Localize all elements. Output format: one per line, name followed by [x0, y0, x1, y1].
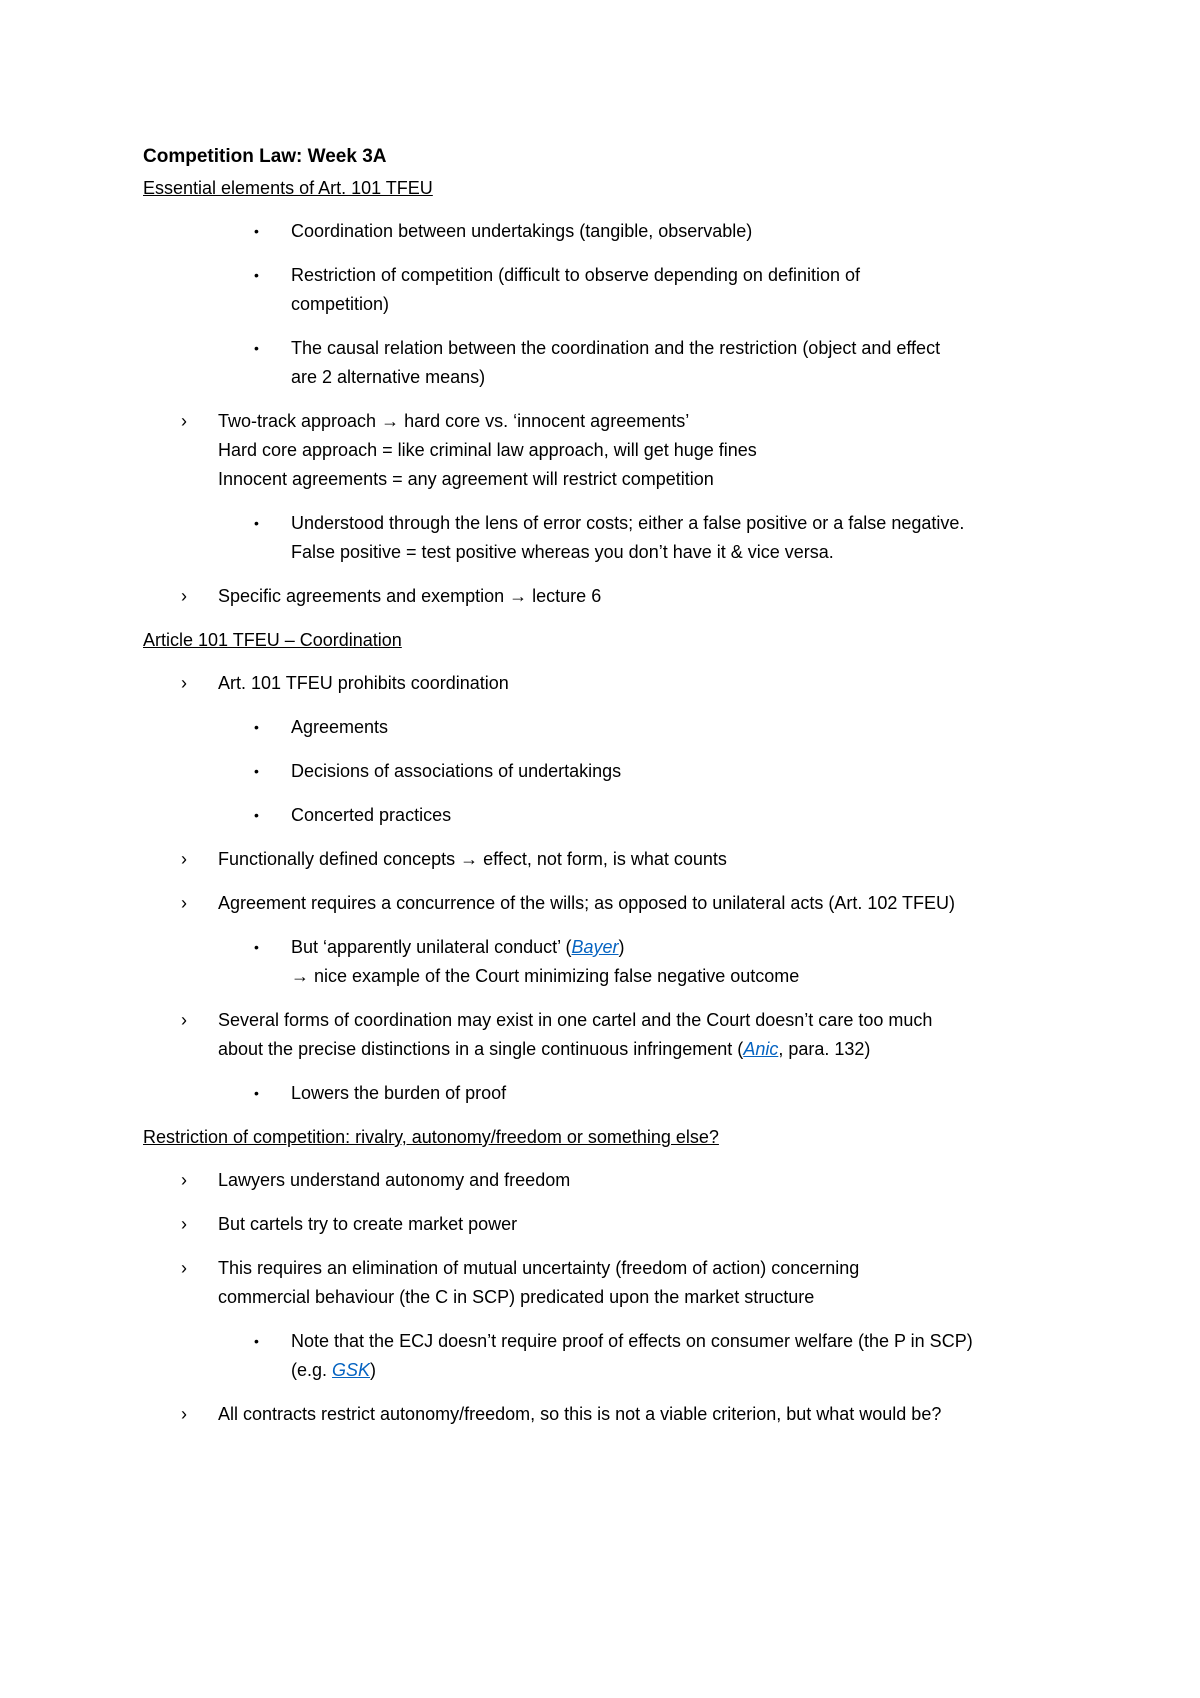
- arrow-marker: ›: [181, 586, 187, 606]
- section-heading-coordination: Article 101 TFEU – Coordination: [143, 630, 402, 650]
- bullet-item: • Agreements: [143, 713, 1083, 742]
- arrow-item: › Art. 101 TFEU prohibits coordination: [143, 669, 1083, 698]
- bullet-marker: •: [254, 1333, 259, 1349]
- bullet-marker: •: [254, 223, 259, 239]
- bullet-item: • Note that the ECJ doesn’t require proof of effects on consumer welfare (the P in SCP) (e.g. GSK): [143, 1327, 1083, 1385]
- bullet-item: • But ‘apparently unilateral conduct’ (Bayer) → nice example of the Court minimizing false negative outcome: [143, 933, 1083, 991]
- section-heading-essential-elements: Essential elements of Art. 101 TFEU: [143, 178, 433, 198]
- bullet-marker: •: [254, 719, 259, 735]
- bullet-item: • Decisions of associations of undertakings: [143, 757, 1083, 786]
- arrow-item: › Specific agreements and exemption → lecture 6: [143, 582, 1083, 611]
- arrow-marker: ›: [181, 1258, 187, 1278]
- arrow-item: › This requires an elimination of mutual uncertainty (freedom of action) concerning commercial behaviour (the C in SCP) predicated upon the market structure: [143, 1254, 1083, 1312]
- bullet-marker: •: [254, 267, 259, 283]
- arrow-item: › But cartels try to create market power: [143, 1210, 1083, 1239]
- arrow-marker: ›: [181, 893, 187, 913]
- bullet-item: • The causal relation between the coordination and the restriction (object and effect are 2 alternative means): [143, 334, 1083, 392]
- bullet-marker: •: [254, 763, 259, 779]
- arrow-marker: ›: [181, 1170, 187, 1190]
- document-title: Competition Law: Week 3A: [143, 146, 387, 167]
- bullet-marker: •: [254, 515, 259, 531]
- document-page: [143, 142, 1083, 1444]
- arrow-marker: ›: [181, 849, 187, 869]
- bullet-marker: •: [254, 939, 259, 955]
- bullet-item: • Understood through the lens of error costs; either a false positive or a false negative. False positive = test positive whereas you don’t have it & vice versa.: [143, 509, 1083, 567]
- arrow-item: › Several forms of coordination may exist in one cartel and the Court doesn’t care too much about the precise distinctions in a single continuous infringement (Anic, para. 132): [143, 1006, 1083, 1064]
- arrow-marker: ›: [181, 1214, 187, 1234]
- arrow-item: › Functionally defined concepts → effect, not form, is what counts: [143, 845, 1083, 874]
- arrow-item: › Agreement requires a concurrence of the wills; as opposed to unilateral acts (Art. 102 TFEU): [143, 889, 1083, 918]
- case-link-anic[interactable]: Anic: [743, 1039, 779, 1059]
- arrow-marker: ›: [181, 1010, 187, 1030]
- arrow-item: › All contracts restrict autonomy/freedom, so this is not a viable criterion, but what would be?: [143, 1400, 1083, 1429]
- bullet-marker: •: [254, 807, 259, 823]
- case-link-gsk[interactable]: GSK: [332, 1360, 371, 1380]
- case-link-bayer[interactable]: Bayer: [571, 937, 619, 957]
- bullet-item: • Restriction of competition (difficult to observe depending on definition of competition): [143, 261, 1083, 319]
- bullet-item: • Coordination between undertakings (tangible, observable): [143, 217, 1083, 246]
- arrow-item: › Two-track approach → hard core vs. ‘innocent agreements’ Hard core approach = like criminal law approach, will get huge fines Innocent agreements = any agreement will restrict competition: [143, 407, 1083, 494]
- bullet-marker: •: [254, 340, 259, 356]
- arrow-marker: ›: [181, 673, 187, 693]
- bullet-marker: •: [254, 1085, 259, 1101]
- bullet-item: • Lowers the burden of proof: [143, 1079, 1083, 1108]
- arrow-item: › Lawyers understand autonomy and freedom: [143, 1166, 1083, 1195]
- arrow-marker: ›: [181, 1404, 187, 1424]
- bullet-item: • Concerted practices: [143, 801, 1083, 830]
- section-heading-restriction: Restriction of competition: rivalry, autonomy/freedom or something else?: [143, 1127, 719, 1147]
- arrow-marker: ›: [181, 411, 187, 431]
